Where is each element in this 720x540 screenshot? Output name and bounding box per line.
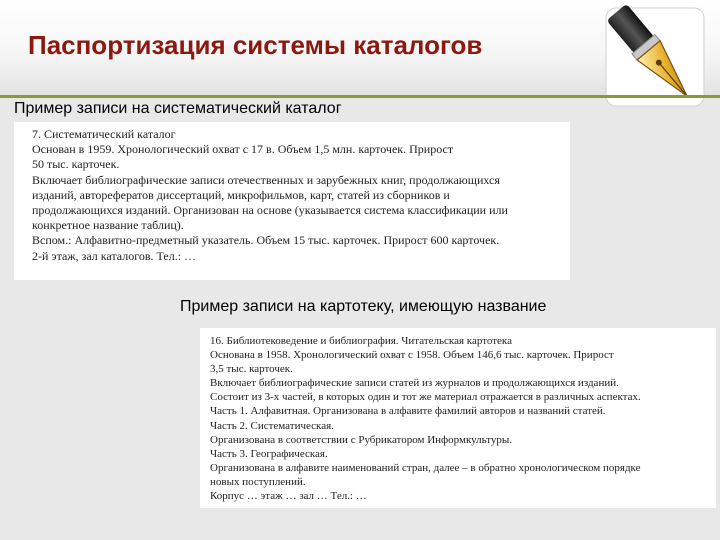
record-line: Включает библиографические записи статей из журналов и продолжающихся изданий. <box>210 377 619 390</box>
catalog-record-card <box>14 122 570 280</box>
record-line: Часть 1. Алфавитная. Организована в алфавите фамилий авторов и названий статей. <box>210 405 606 418</box>
record-line: Включает библиографические записи отечественных и зарубежных книг, продолжающихся <box>32 172 500 187</box>
record-line: изданий, авторефератов диссертаций, микрофильмов, карт, статей из сборников и <box>32 187 450 202</box>
page-title: Паспортизация системы каталогов <box>28 30 483 60</box>
record-line: Организована в соответствии с Рубрикатором Информкультуры. <box>210 433 513 446</box>
record-line: 16. Библиотековедение и библиография. Читательская картотека <box>210 335 512 347</box>
record-line: Часть 2. Систематическая. <box>210 419 334 432</box>
card-file-record-card <box>200 328 716 508</box>
record-line: 7. Систематический каталог <box>32 127 176 141</box>
record-line: Организована в алфавите наименований стран, далее – в обратно хронологическом порядке <box>210 461 641 474</box>
record-line: новых поступлений. <box>210 475 306 488</box>
record-line: 2-й этаж, зал каталогов. Тел.: … <box>32 248 197 263</box>
header-divider <box>0 95 720 98</box>
section2-label: Пример записи на картотеку, имеющую название <box>180 298 547 315</box>
record-line: продолжающихся изданий. Организован на основе (указывается система классификации или <box>32 203 508 218</box>
record-line: Вспом.: Алфавитно-предметный указатель. Объем 15 тыс. карточек. Прирост 600 карточек. <box>32 233 500 248</box>
record-line: Корпус … этаж … зал … Тел.: … <box>210 490 367 503</box>
record-line: 3,5 тыс. карточек. <box>210 363 293 376</box>
record-line: конкретное название таблиц). <box>32 218 184 233</box>
section1-label: Пример записи на систематический каталог <box>14 100 342 117</box>
record-line: 50 тыс. карточек. <box>32 157 120 172</box>
record-line: Основана в 1958. Хронологический охват с 1958. Объем 146,6 тыс. карточек. Прирост <box>210 349 614 362</box>
record-line: Состоит из 3-х частей, в которых один и тот же материал отражается в различных аспектах. <box>210 391 641 404</box>
record-line: Часть 3. Географическая. <box>210 447 328 460</box>
record-line: Основан в 1959. Хронологический охват с 17 в. Объем 1,5 млн. карточек. Прирост <box>32 142 454 157</box>
